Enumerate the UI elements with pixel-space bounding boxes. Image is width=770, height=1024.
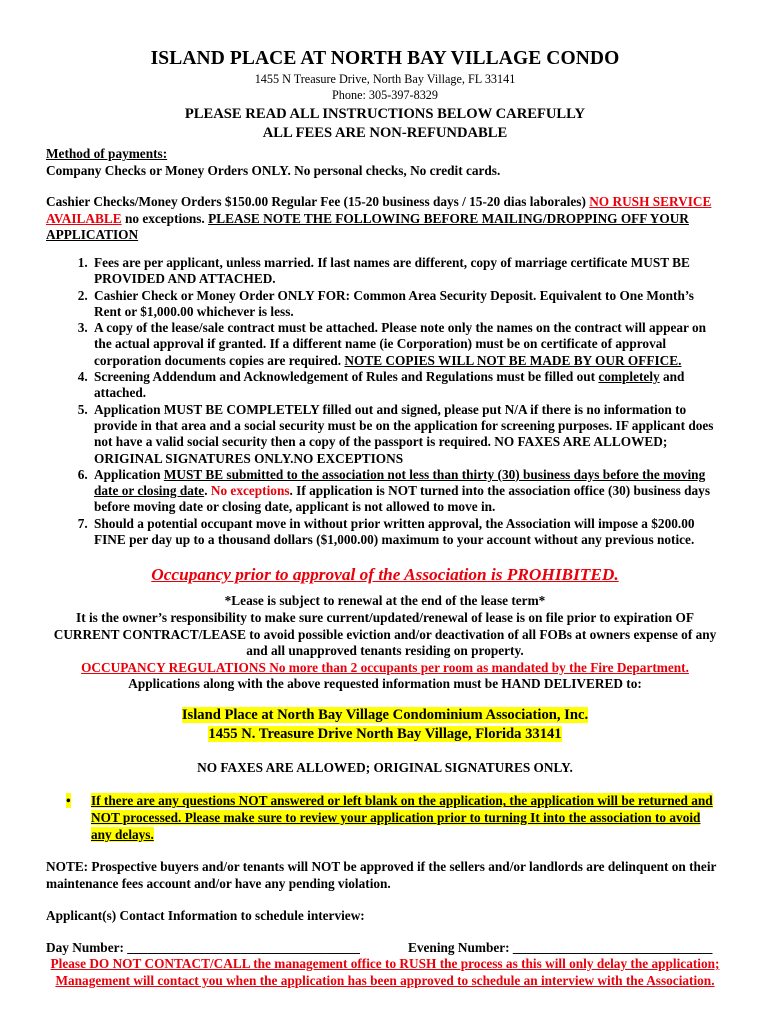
- fees-nonrefundable-heading: ALL FEES ARE NON-REFUNDABLE: [262, 125, 508, 141]
- submission-deadline: MUST BE submitted to the association not less than thirty (30) business days before the moving date or closing date: [94, 466, 706, 499]
- list-item: 5. Application MUST BE COMPLETELY filled out and signed, please put N/A if there is no information to provide in that area and a social security must be on the application for screening purposes. IF applicant does not have a valid social security then a copy of the passport is required. NO FAXES ARE ALLOWED; ORIGINAL SIGNATURES ONLY.NO EXCEPTIONS: [91, 402, 724, 467]
- hand-delivery-note: Applications along with the above requested information must be HAND DELIVERED to:: [128, 676, 642, 692]
- lease-term-note: *Lease is subject to renewal at the end of the lease term*: [224, 593, 546, 609]
- phone-line: Phone: 305-397-8329: [332, 88, 438, 102]
- contact-heading: Applicant(s) Contact Information to schedule interview:: [46, 908, 365, 924]
- list-item: 1. Fees are per applicant, unless married. If last names are different, copy of marriage certificate MUST BE PROVIDED AND ATTACHED.: [91, 255, 724, 288]
- occupancy-warning: Occupancy prior to approval of the Association is PROHIBITED.: [151, 565, 619, 585]
- owner-responsibility: It is the owner’s responsibility to make sure current/updated/renewal of lease is on file prior to expiration OF CURRENT CONTRACT/LEASE to avoid possible eviction and/or deactivation of all FOBs at owners expense of any and all unapproved tenants residing on property.: [53, 609, 717, 659]
- evening-number-field[interactable]: Evening Number: ______________________________: [408, 940, 713, 956]
- association-name: Island Place at North Bay Village Condominium Association, Inc.: [181, 706, 589, 723]
- list-item-text: Screening Addendum and Acknowledgement of Rules and Regulations must be filled out: [94, 369, 599, 385]
- list-item-text: Application: [94, 466, 164, 482]
- list-item-text: and attached.: [94, 369, 685, 401]
- contact-numbers-row: [46, 939, 724, 956]
- delinquency-note: NOTE: Prospective buyers and/or tenants will NOT be approved if the sellers and/or landlords are delinquent on their maintenance fees account and/or have any pending violation.: [46, 859, 717, 891]
- list-item: 2. Cashier Check or Money Order ONLY FOR: Common Area Security Deposit. Equivalent to One Month’s Rent or $1,000.00 whichever is less.: [91, 288, 724, 321]
- fee-paragraph: [46, 194, 724, 244]
- payments-heading: Method of payments:: [46, 146, 168, 161]
- review-bullet-text: If there are any questions NOT answered or left blank on the application, the application will be returned and NOT processed. Please make sure to review your application prior to turning It into the association to avoid any delays.: [91, 793, 713, 842]
- delivery-address: [46, 706, 724, 744]
- bullet-icon: •: [66, 793, 71, 809]
- mailing-note: PLEASE NOTE THE FOLLOWING BEFORE MAILING/DROPPING OFF YOUR APPLICATION: [46, 210, 689, 243]
- no-exceptions-notice: No exceptions: [210, 483, 290, 499]
- contact-warning: Please DO NOT CONTACT/CALL the management office to RUSH the process as this will only delay the application; Management will contact you when the application has been approved to schedule an interview with the Association.: [50, 956, 720, 988]
- list-item: 7. Should a potential occupant move in without prior written approval, the Association will impose a $200.00 FINE per day up to a thousand dollars ($1,000.00) maximum to your account without any previous notice.: [91, 516, 724, 549]
- occupancy-regulations: OCCUPANCY REGULATIONS No more than 2 occupants per room as mandated by the Fire Department.: [81, 659, 689, 675]
- day-number-field[interactable]: Day Number: ___________________________________: [46, 940, 360, 956]
- list-item: [91, 320, 724, 369]
- completely-emphasis: completely: [598, 369, 660, 385]
- list-item-text: .: [204, 483, 211, 499]
- list-item: [91, 369, 724, 402]
- association-address: 1455 N. Treasure Drive North Bay Village, Florida 33141: [208, 725, 562, 742]
- list-item-text: A copy of the lease/sale contract must be attached. Please note only the names on the contract will appear on the actual approval if granted. If a different name (ie Corporation) must be on certificate of approval corporation documents copies are required.: [94, 320, 707, 368]
- no-rush-notice: NO RUSH SERVICE AVAILABLE: [46, 194, 712, 226]
- address-line: 1455 N Treasure Drive, North Bay Village, FL 33141: [254, 72, 516, 86]
- no-copies-note: NOTE COPIES WILL NOT BE MADE BY OUR OFFICE.: [344, 352, 682, 368]
- list-item: [91, 467, 724, 516]
- list-item-text: . If application is NOT turned into the association office (30) business days before moving date or closing date, applicant is not allowed to move in.: [94, 483, 711, 515]
- document-title: ISLAND PLACE AT NORTH BAY VILLAGE CONDO: [150, 48, 620, 69]
- instructions-heading: PLEASE READ ALL INSTRUCTIONS BELOW CAREFULLY: [184, 106, 586, 122]
- review-bullet: [46, 793, 724, 843]
- payments-text: Company Checks or Money Orders ONLY. No personal checks, No credit cards.: [46, 162, 501, 178]
- fee-text: Cashier Checks/Money Orders $150.00 Regular Fee (15-20 business days / 15-20 dias laborales): [46, 194, 590, 210]
- fee-text-2: no exceptions.: [121, 210, 209, 226]
- instructions-list: [46, 255, 724, 548]
- no-faxes-note: NO FAXES ARE ALLOWED; ORIGINAL SIGNATURES ONLY.: [197, 759, 573, 775]
